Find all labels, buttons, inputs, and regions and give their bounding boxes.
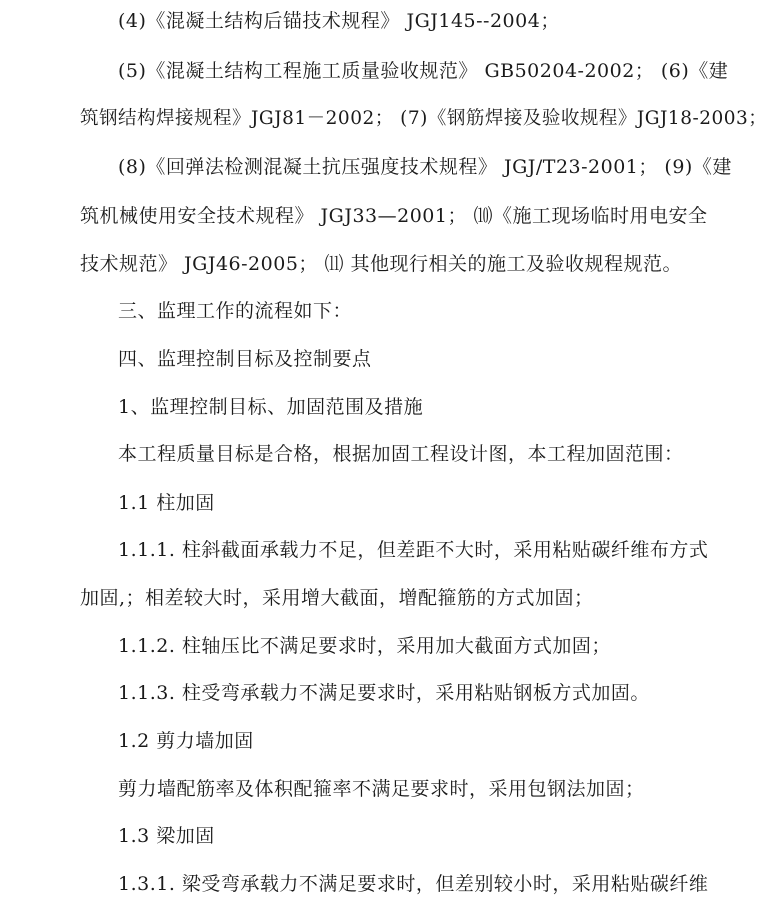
text-line-standard-6-7: 筑钢结构焊接规程》JGJ81－2002； (7)《钢筋焊接及验收规程》JGJ18-2003；: [80, 108, 768, 129]
text-line-1-3-1: 1.3.1. 梁受弯承载力不满足要求时，但差别较小时，采用粘贴碳纤维: [118, 873, 709, 895]
text-line-1-2: 剪力墙配筋率及体积配箍率不满足要求时，采用包钢法加固；: [118, 778, 645, 800]
text-line-standard-4: (4)《混凝土结构后锚技术规程》 JGJ145--2004；: [118, 10, 560, 32]
subsection-heading-1-2: 1.2 剪力墙加固: [118, 730, 254, 752]
text-line-standard-8-9: (8)《回弹法检测混凝土抗压强度技术规程》 JGJ/T23-2001； (9)《建: [118, 156, 732, 178]
text-line-1-1-2: 1.1.2. 柱轴压比不满足要求时，采用加大截面方式加固；: [118, 635, 611, 657]
text-line-standard-10-11: 技术规范》 JGJ46-2005； ⑾ 其他现行相关的施工及验收规程规范。: [80, 253, 682, 275]
text-line-standard-5-6: (5)《混凝土结构工程施工质量验收规范》 GB50204-2002； (6)《建: [118, 60, 729, 82]
subsection-heading-1: 1、监理控制目标、加固范围及措施: [118, 396, 424, 418]
subsection-heading-1-3: 1.3 梁加固: [118, 825, 215, 847]
section-heading-4: 四、监理控制目标及控制要点: [118, 348, 372, 370]
text-line-standard-9-10: 筑机械使用安全技术规程》 JGJ33—2001； ⑽《施工现场临时用电安全: [80, 205, 708, 227]
paragraph-quality-goal: 本工程质量目标是合格，根据加固工程设计图，本工程加固范围：: [118, 443, 684, 465]
text-line-1-1-1: 1.1.1. 柱斜截面承载力不足，但差距不大时，采用粘贴碳纤维布方式: [118, 539, 709, 561]
text-line-1-1-3: 1.1.3. 柱受弯承载力不满足要求时，采用粘贴钢板方式加固。: [118, 682, 650, 704]
text-line-1-1-1-cont: 加固,；相差较大时，采用增大截面，增配箍筋的方式加固；: [80, 587, 594, 609]
section-heading-3: 三、监理工作的流程如下：: [118, 300, 353, 322]
subsection-heading-1-1: 1.1 柱加固: [118, 492, 215, 514]
